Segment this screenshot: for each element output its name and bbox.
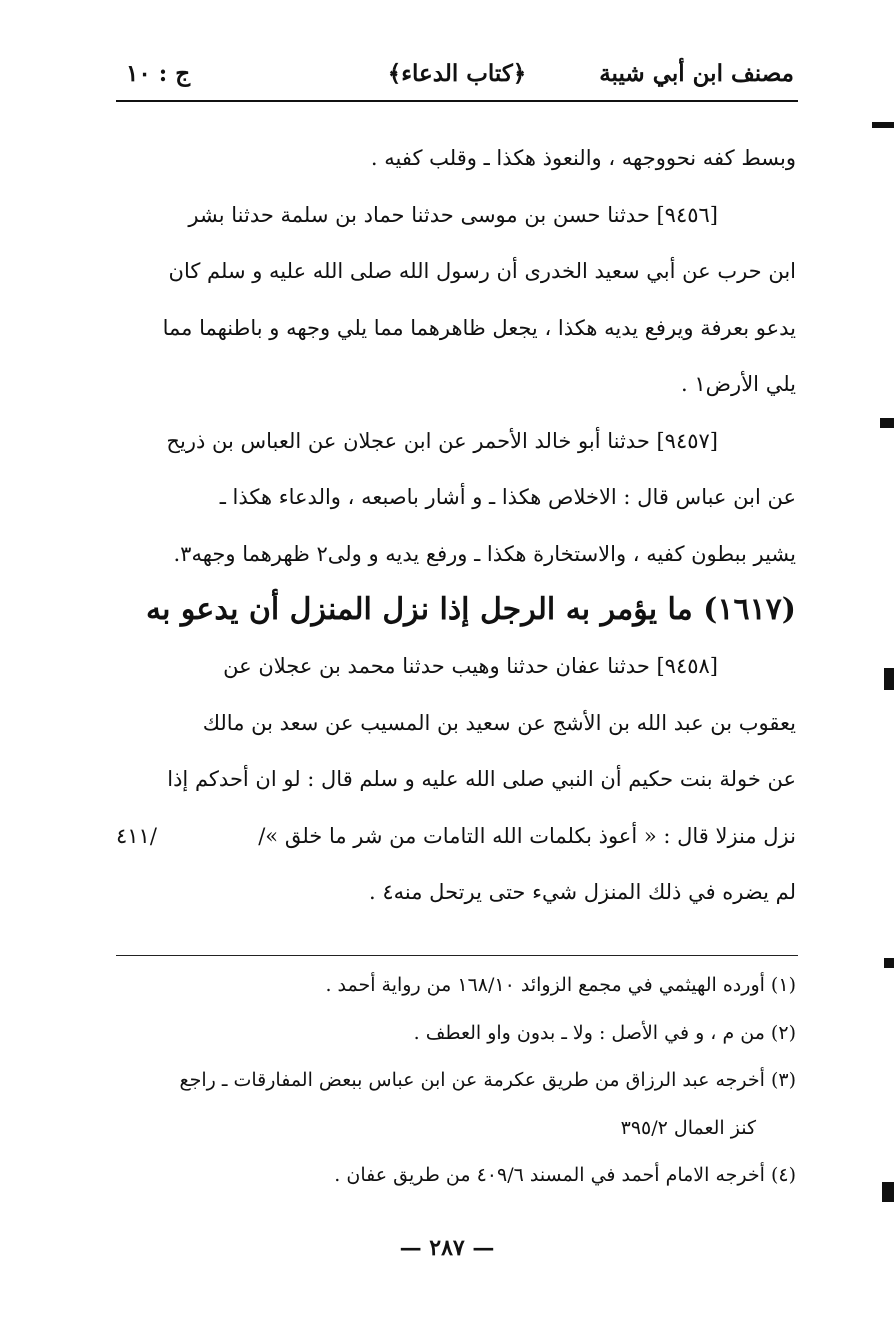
hadith-9457-start: [٩٤٥٧] حدثنا أبو خالد الأحمر عن ابن عجلان عن العباس بن ذريح: [166, 428, 718, 453]
line-text: نزل منزلا قال : « أعوذ بكلمات الله التامات من شر ما خلق »/: [258, 823, 796, 848]
text-line: ابن حرب عن أبي سعيد الخدرى أن رسول الله صلى الله عليه و سلم كان: [168, 259, 796, 283]
text-line: [116, 808, 796, 865]
footnote-rule: [116, 955, 798, 956]
text-line: يدعو بعرفة ويرفع يديه هكذا ، يجعل ظاهرهما مما يلي وجهه و باطنهما مما: [162, 315, 796, 340]
binding-mark: [880, 418, 894, 428]
binding-mark: [882, 1182, 894, 1202]
text-line: وبسط كفه نحووجهه ، والنعوذ هكذا ـ وقلب كفيه .: [370, 146, 796, 170]
header-rule: [116, 100, 798, 102]
hadith-9456-start: [٩٤٥٦] حدثنا حسن بن موسى حدثنا حماد بن سلمة حدثنا بشر: [188, 202, 718, 227]
text-line: يلي الأرض١ .: [681, 372, 796, 396]
main-text: [116, 130, 796, 921]
text-line: عن ابن عباس قال : الاخلاص هكذا ـ و أشار باصبعه ، والدعاء هكذا ـ: [219, 485, 796, 509]
text-line: يشير ببطون كفيه ، والاستخارة هكذا ـ ورفع يديه و ولى٢ ظهرهما وجهه٣.: [173, 541, 796, 566]
binding-mark: [872, 122, 894, 128]
text-line: يعقوب بن عبد الله بن الأشج عن سعيد بن المسيب عن سعد بن مالك: [202, 710, 796, 735]
volume-number: ج : ١٠: [126, 60, 191, 87]
running-header: [118, 52, 796, 98]
footnote-3-continued: كنز العمال ٣٩٥/٢: [620, 1116, 756, 1139]
footnotes: [116, 962, 796, 1200]
text-line: عن خولة بنت حكيم أن النبي صلى الله عليه و سلم قال : لو ان أحدكم إذا: [167, 767, 796, 791]
footnote-2: (٢) من م ، و في الأصل : ولا ـ بدون واو العطف .: [413, 1021, 796, 1044]
footnote-4: (٤) أخرجه الامام أحمد في المسند ٤٠٩/٦ من طريق عفان .: [334, 1164, 796, 1186]
chapter-heading: (١٦١٧) ما يؤمر به الرجل إذا نزل المنزل أن يدعو به: [146, 592, 796, 627]
binding-mark: [884, 958, 894, 968]
page-number: — ٢٨٧ —: [399, 1235, 495, 1261]
footnote-3: (٣) أخرجه عبد الرزاق من طريق عكرمة عن ابن عباس ببعض المفارقات ـ راجع: [179, 1069, 796, 1091]
hadith-9458-start: [٩٤٥٨] حدثنا عفان حدثنا وهيب حدثنا محمد بن عجلان عن: [223, 654, 718, 678]
margin-reference: ٤١١/: [116, 823, 157, 848]
book-title: مصنف ابن أبي شيبة: [599, 60, 794, 87]
text-line: لم يضره في ذلك المنزل شيء حتى يرتحل منه٤ .: [369, 880, 796, 904]
footnote-1: (١) أورده الهيثمي في مجمع الزوائد ١٦٨/١٠ من رواية أحمد .: [325, 974, 796, 996]
binding-mark: [884, 668, 894, 690]
section-title: ﴿كتاب الدعاء﴾: [387, 60, 527, 87]
